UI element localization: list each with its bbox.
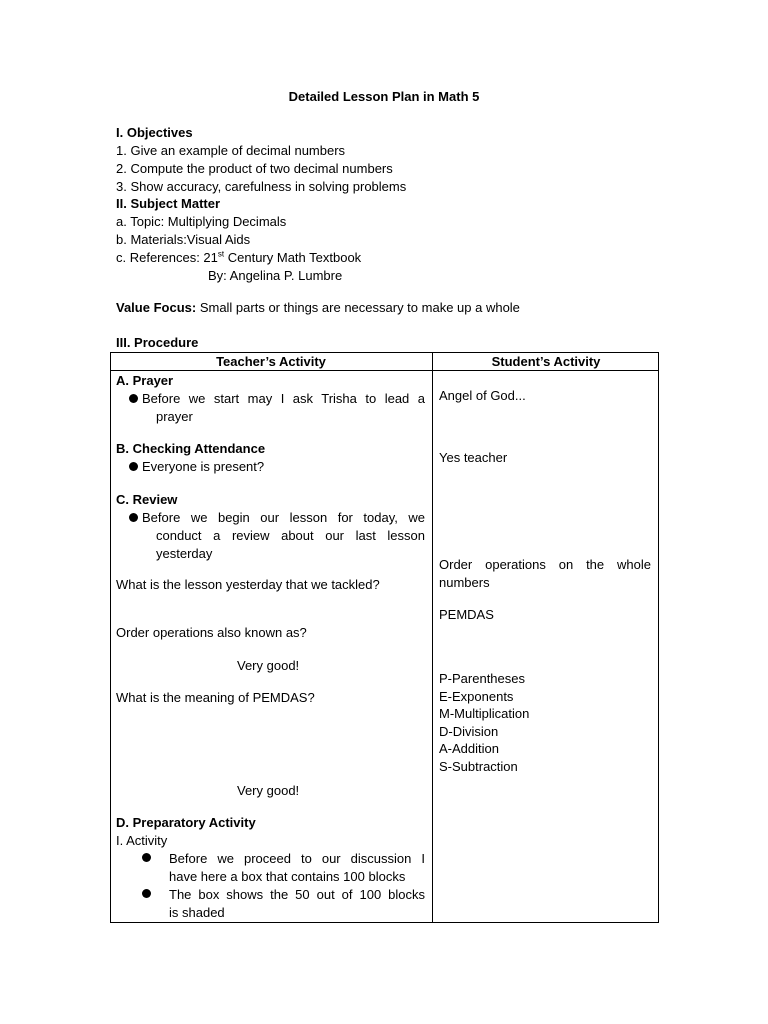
question-pemdas: What is the meaning of PEMDAS?: [116, 690, 315, 705]
question-lesson: What is the lesson yesterday that we tackled?: [116, 577, 380, 592]
bullet-icon: [129, 394, 138, 403]
objectives-heading: I. Objectives: [116, 125, 193, 140]
pemdas-item: P-Parentheses: [439, 671, 525, 686]
pemdas-item: A-Addition: [439, 741, 499, 757]
page-title: Detailed Lesson Plan in Math 5: [288, 89, 480, 104]
activity-line: The box shows the 50 out of 100 blocks: [169, 887, 425, 902]
references-line: [116, 250, 361, 265]
review-line: yesterday: [156, 546, 213, 561]
topic-line: a. Topic: Multiplying Decimals: [116, 214, 287, 229]
student-review-response: [439, 556, 651, 592]
very-good-2: Very good!: [237, 783, 300, 798]
attendance-text: Everyone is present?: [142, 459, 265, 474]
activity-line: have here a box that contains 100 blocks: [169, 869, 406, 884]
teacher-activity-header: Teacher’s Activity: [216, 354, 326, 369]
bullet-icon: [129, 462, 138, 471]
references-superscript: st: [217, 249, 225, 259]
objective-item: 3. Show accuracy, carefulness in solving problems: [116, 179, 407, 194]
activity-item: [169, 850, 425, 886]
author-line: By: Angelina P. Lumbre: [208, 268, 343, 283]
procedure-heading: III. Procedure: [116, 335, 199, 350]
review-line: Before we begin our lesson for today, we: [142, 510, 425, 525]
prayer-item: [129, 390, 425, 426]
student-activity-header: Student’s Activity: [491, 354, 601, 369]
preparatory-heading: D. Preparatory Activity: [116, 815, 256, 830]
activity-label: I. Activity: [116, 833, 168, 848]
attendance-heading: B. Checking Attendance: [116, 441, 266, 456]
value-focus-text: Small parts or things are necessary to make up a whole: [196, 300, 520, 315]
student-pemdas-response: PEMDAS: [439, 607, 494, 622]
attendance-item: [129, 459, 264, 474]
review-heading: C. Review: [116, 492, 178, 507]
value-focus: [116, 300, 520, 315]
pemdas-item: S-Subtraction: [439, 758, 518, 774]
bullet-icon: [129, 513, 138, 522]
student-attendance-response: Yes teacher: [439, 450, 508, 465]
prayer-line: prayer: [156, 409, 193, 424]
table-header-divider: [110, 370, 659, 371]
very-good-1: Very good!: [237, 658, 300, 673]
review-line: conduct a review about our last lesson: [156, 528, 425, 543]
student-prayer-response: Angel of God...: [439, 388, 526, 403]
pemdas-item: E-Exponents: [439, 688, 514, 704]
value-focus-label: Value Focus:: [116, 300, 197, 315]
review-item: [129, 509, 425, 563]
subject-matter-heading: II. Subject Matter: [116, 196, 221, 211]
student-pemdas-meaning: [439, 670, 529, 776]
student-review-line: numbers: [439, 575, 490, 590]
objective-item: 1. Give an example of decimal numbers: [116, 143, 346, 158]
references-suffix: Century Math Textbook: [224, 250, 362, 265]
prayer-line: Before we start may I ask Trisha to lead a: [142, 391, 425, 406]
objective-item: 2. Compute the product of two decimal numbers: [116, 161, 393, 176]
question-order-operations: Order operations also known as?: [116, 625, 307, 640]
pemdas-item: M-Multiplication: [439, 706, 530, 722]
bullet-icon: [142, 886, 155, 901]
activity-line: Before we proceed to our discussion I: [169, 851, 425, 866]
table-column-divider: [432, 352, 433, 923]
activity-line: is shaded: [169, 905, 225, 920]
references-prefix: c. References: 21: [116, 250, 218, 265]
bullet-icon: [142, 850, 155, 865]
activity-item: [169, 886, 425, 922]
prayer-heading: A. Prayer: [116, 373, 174, 388]
student-review-line: Order operations on the whole: [439, 557, 651, 572]
pemdas-item: D-Division: [439, 723, 499, 739]
materials-line: b. Materials:Visual Aids: [116, 232, 251, 247]
